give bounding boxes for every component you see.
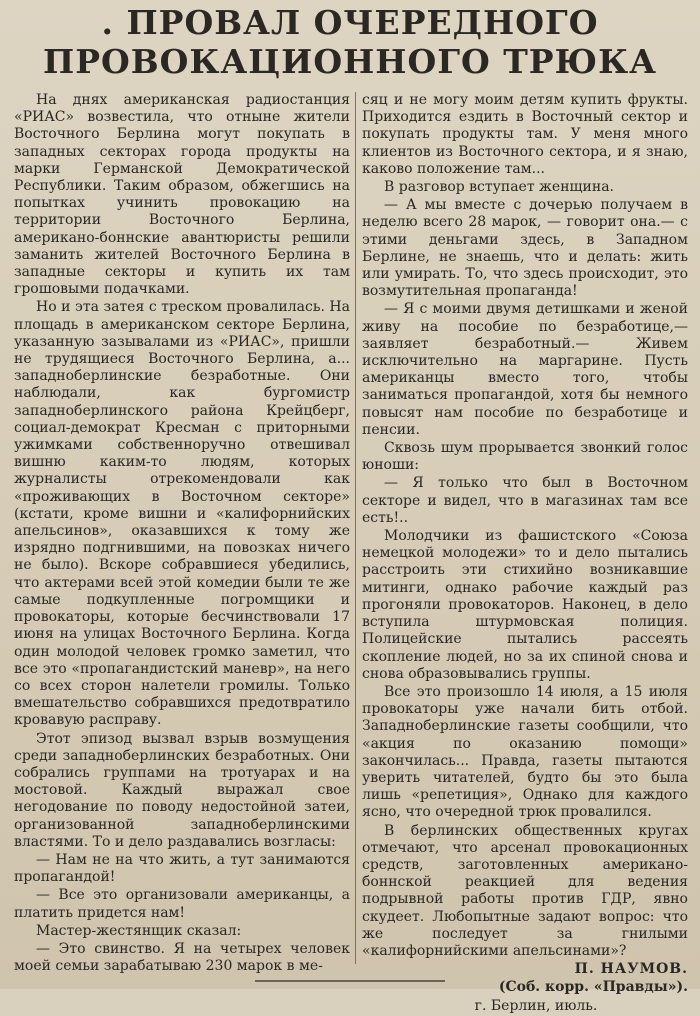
bottom-rule	[255, 980, 445, 982]
paragraph: — Я только что был в Восточном секторе и видел, что в магазинах там все есть!..	[362, 475, 688, 526]
headline-line-1: . ПРОВАЛ ОЧЕРЕДНОГО	[101, 3, 599, 42]
paragraph: — Все это организовали американцы, а платить придется нам!	[14, 887, 350, 921]
article-column-left	[14, 92, 350, 976]
paragraph: — Нам не на что жить, а тут занимаются пропагандой!	[14, 851, 350, 886]
headline	[0, 4, 700, 82]
paragraph: сяц и не могу моим детям купить фрукты. Приходится ездить в Восточный сектор и покупать продукты там. У меня много клиентов из Восточного сектора, и я знаю, каково положение там...	[362, 92, 688, 177]
paragraph: В берлинских общественных кругах отмечают, что арсенал провокационных средств, заготовленных американо-боннской реакцией для ведения подрывной работы против ГДР, явно скудеет. Любопытные задают вопрос: что же последует за гнилыми «калифорнийскими апельсинами»?	[362, 822, 688, 959]
paragraph: Мастер-жестянщик сказал:	[36, 922, 242, 939]
headline-line-2: ПРОВОКАЦИОННОГО ТРЮКА	[43, 42, 657, 81]
paragraph: Сквозь шум прорывается звонкий голос юноши:	[362, 440, 688, 474]
paragraph: Молодчики из фашистского «Союза немецкой молодежи» то и дело пытались расстроить эти стихийно возникавшие митинги, однако рабочие каждый раз прогоняли провокаторов. Наконец, в дело вступила штурмовская полиция. Полицейские пытались рассеять скопление людей, но за их спиной снова и снова образовывались группы.	[362, 528, 688, 682]
paragraph: В разговор вступает женщина.	[384, 179, 615, 196]
author-role: (Соб. корр. «Правды»).	[498, 979, 688, 996]
paragraph: — Это свинство. Я на четырех человек моей семьи зарабатываю 230 марок в ме-	[14, 940, 350, 975]
column-divider	[355, 92, 356, 964]
paragraph: — А мы вместе с дочерью получаем в неделю всего 28 марок, — говорит она.— с этими деньгами здесь, в Западном Берлине, не знаешь, что и делать: жить или умирать. То, что здесь происходит, это возмутительная пропаганда!	[362, 197, 688, 300]
article-column-right	[362, 92, 688, 1016]
paragraph: Но и эта затея с треском провалилась. На площадь в американском секторе Берлина, указанную зазывалами из «РИАС», пришли не трудящиеся Восточного Берлина, а... западноберлинские безработные. Они наблюдали, как бургомистр западноберлинского района Крейцберг, социал-демократ Кресман с приторными ужимками собственноручно отвешивал вишню каким-то людям, которых журналисты отрекомендовали как «проживающих в Восточном секторе» (кстати, кроме вишни и «калифорнийских апельсинов», оказавшихся к тому же изрядно подгнившими, на повозках ничего не было). Вскоре собравшиеся убедились, что актерами всей этой комедии были те же самые подкупленные погромщики и провокаторы, которые бесчинствовали 17 июня на улицах Восточного Берлина. Когда один молодой человек громко заметил, что все это «пропагандистский маневр», на него со всех сторон налетели громилы. Только вмешательство собравшихся предотвратило кровавую расправу.	[14, 299, 350, 729]
paragraph: На днях американская радиостанция «РИАС» возвестила, что отныне жители Восточного Берлина могут покупать в западных секторах города продукты на марки Германской Демократической Республики. Таким образом, обжегшись на попытках учинить провокацию на территории Восточного Берлина, американо-боннские авантюристы решили заманить жителей Восточного Берлина в западные секторы и купить их там грошовыми подачками.	[14, 92, 350, 298]
author-signature: П. НАУМОВ.	[574, 961, 688, 978]
paragraph: — Я с моими двумя детишками и женой живу на пособие по безработице,—заявляет безработный.— Живем исключительно на маргарине. Пусть американцы вместо того, чтобы заниматься пропагандой, хотя бы немного повысят нам пособие по безработице и пенсии.	[362, 301, 688, 438]
paragraph: Этот эпизод вызвал взрыв возмущения среди западноберлинских безработных. Они собрались группами на тротуарах и на мостовой. Каждый выражал свое негодование по поводу недостойной затеи, организованной западноберлинскими властями. То и дело раздавались возгласы:	[14, 730, 350, 850]
dateline: г. Берлин, июль.	[474, 997, 598, 1014]
paragraph: Все это произошло 14 июля, а 15 июля провокаторы уже начали бить отбой. Западноберлинские газеты сообщили, что «акция по оказанию помощи» закончилась... Правда, газеты пытаются уверить читателей, будто бы это была лишь «репетиция», Однако для каждого ясно, что очередной трюк провалился.	[362, 683, 688, 821]
